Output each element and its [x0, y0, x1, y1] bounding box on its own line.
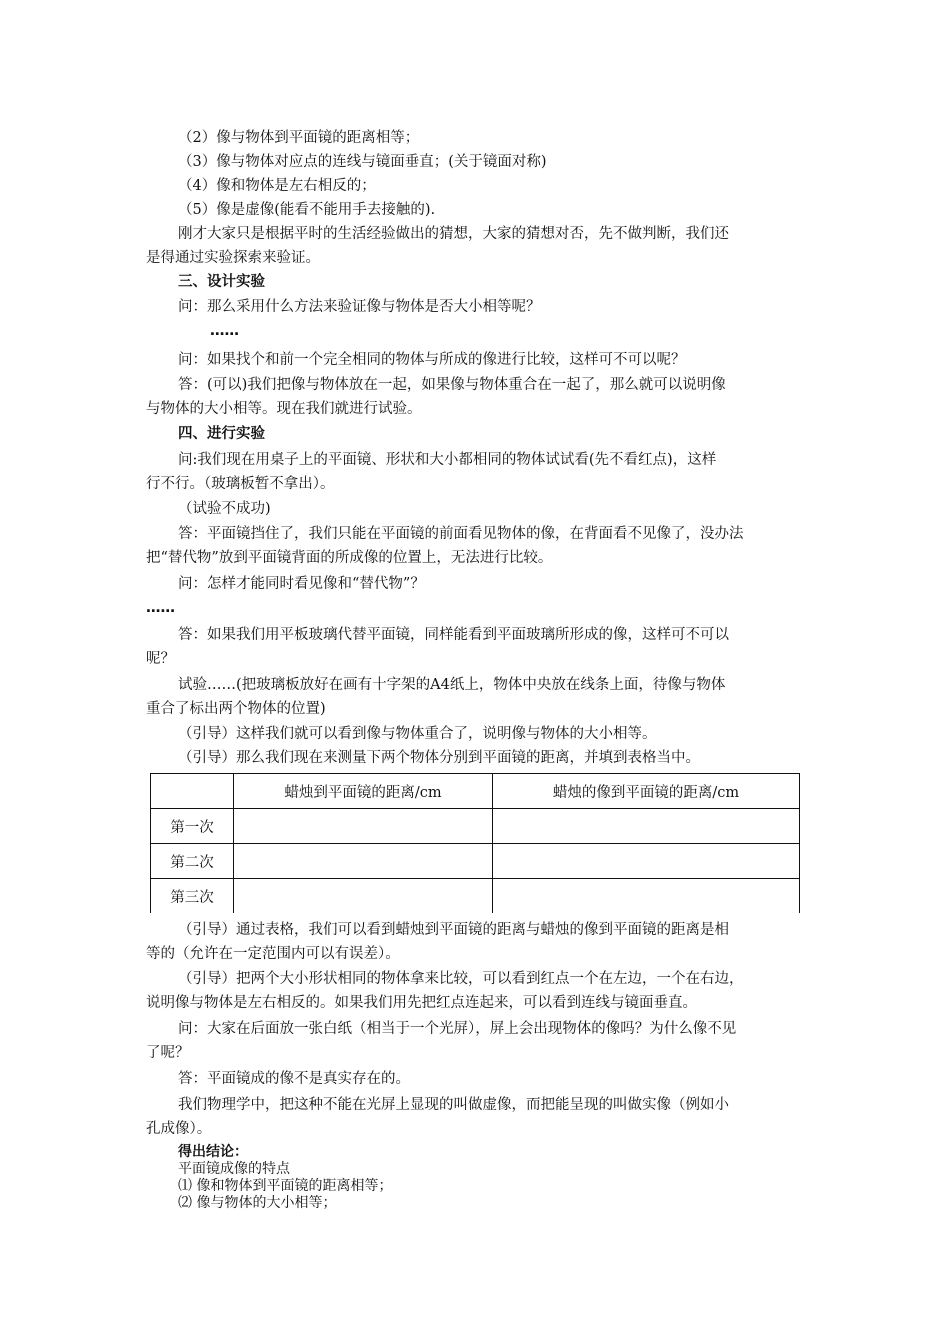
row-label: 第一次	[151, 809, 234, 844]
conclusion-subtitle: 平面镜成像的特点	[178, 1161, 290, 1177]
section-heading-design: 三、设计实验	[178, 274, 265, 290]
question-line: 问：如果找个和前一个完全相同的物体与所成的像进行比较，这样可不可以呢？	[178, 352, 686, 368]
guide-line: （引导）把两个大小形状相同的物体拿来比较，可以看到红点一个在左边，一个在右边，	[178, 971, 744, 987]
table-row	[151, 844, 800, 879]
paragraph-line: 孔成像）。	[146, 1121, 212, 1137]
question-line: 了呢？	[146, 1045, 190, 1061]
question-line: 问：怎样才能同时看见像和“替代物”？	[178, 576, 425, 592]
question-line: 问:我们现在用桌子上的平面镜、形状和大小都相同的物体试试看(先不看红点)，这样	[178, 452, 717, 468]
answer-line: 答：(可以)我们把像与物体放在一起，如果像与物体重合在一起了，那么就可以说明像	[178, 377, 726, 393]
row-label: 第二次	[151, 844, 234, 879]
question-line: 问：那么采用什么方法来验证像与物体是否大小相等呢？	[178, 299, 541, 315]
answer-line: 把“替代物”放到平面镜背面的所成像的位置上，无法进行比较。	[146, 550, 553, 566]
hypothesis-3: （3）像与物体对应点的连线与镜面垂直；(关于镜面对称)	[178, 154, 547, 170]
table-cell	[493, 809, 800, 844]
paragraph-line: 我们物理学中，把这种不能在光屏上显现的叫做虚像，而把能呈现的叫做实像（例如小	[178, 1097, 729, 1113]
trial-line: 试验……(把玻璃板放好在画有十字架的A4纸上，物体中央放在线条上面，待像与物体	[178, 677, 726, 693]
answer-line: 答：平面镜挡住了，我们只能在平面镜的前面看见物体的像，在背面看不见像了，没办法	[178, 526, 744, 542]
answer-line: 答：平面镜成的像不是真实存在的。	[178, 1071, 410, 1087]
paragraph-line: 是得通过实验探索来验证。	[146, 250, 320, 266]
table-cell	[234, 844, 493, 879]
table-header-row	[151, 774, 800, 809]
table-header-cell: 蜡烛到平面镜的距离/cm	[234, 774, 493, 809]
guide-line: （引导）这样我们就可以看到像与物体重合了，说明像与物体的大小相等。	[178, 726, 657, 742]
section-heading-experiment: 四、进行实验	[178, 426, 265, 442]
table-cell	[493, 879, 800, 914]
ellipsis: ……	[210, 323, 239, 339]
paragraph-line: 刚才大家只是根据平时的生活经验做出的猜想，大家的猜想对否，先不做判断，我们还	[178, 226, 729, 242]
guide-line: （引导）那么我们现在来测量下两个物体分别到平面镜的距离，并填到表格当中。	[178, 750, 700, 766]
table-cell	[234, 809, 493, 844]
guide-line: （引导）通过表格，我们可以看到蜡烛到平面镜的距离与蜡烛的像到平面镜的距离是相	[178, 922, 729, 938]
table-header-cell	[151, 774, 234, 809]
hypothesis-5: （5）像是虚像(能看不能用手去接触的).	[178, 202, 436, 218]
conclusion-item: ⑵ 像与物体的大小相等；	[178, 1195, 337, 1211]
answer-line: 与物体的大小相等。现在我们就进行试验。	[146, 401, 422, 417]
table-row	[151, 809, 800, 844]
conclusion-title: 得出结论：	[178, 1144, 248, 1160]
table-cell	[234, 879, 493, 914]
table-row	[151, 879, 800, 914]
answer-line: 呢？	[146, 651, 175, 667]
table-header-cell: 蜡烛的像到平面镜的距离/cm	[493, 774, 800, 809]
hypothesis-4: （4）像和物体是左右相反的；	[178, 178, 376, 194]
row-label: 第三次	[151, 879, 234, 914]
guide-line: 说明像与物体是左右相反的。如果我们用先把红点连起来，可以看到连线与镜面垂直。	[146, 995, 697, 1011]
answer-line: 答：如果我们用平板玻璃代替平面镜，同样能看到平面玻璃所形成的像，这样可不可以	[178, 627, 729, 643]
question-line: 行不行。（玻璃板暂不拿出）。	[146, 476, 335, 492]
note-line: （试验不成功)	[178, 501, 271, 517]
ellipsis: ……	[146, 600, 175, 616]
table-cell	[493, 844, 800, 879]
guide-line: 等的（允许在一定范围内可以有误差）。	[146, 946, 400, 962]
hypothesis-2: （2）像与物体到平面镜的距离相等；	[178, 130, 420, 146]
question-line: 问：大家在后面放一张白纸（相当于一个光屏），屏上会出现物体的像吗？为什么像不见	[178, 1021, 737, 1037]
conclusion-item: ⑴ 像和物体到平面镜的距离相等；	[178, 1178, 393, 1194]
measurement-table	[150, 773, 800, 913]
trial-line: 重合了标出两个物体的位置)	[146, 701, 326, 717]
